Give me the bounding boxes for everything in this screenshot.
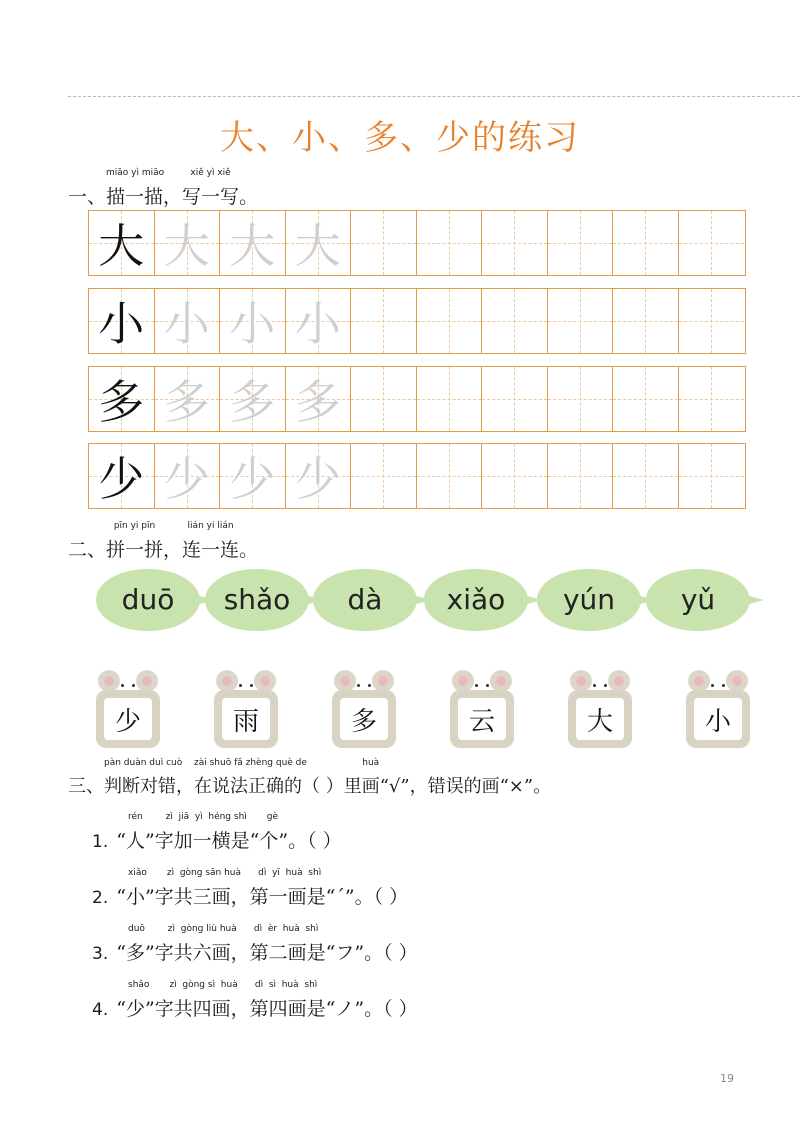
model-character-cell [89, 444, 155, 508]
question-pinyin: rén zì jiā yì héng shì gè [128, 812, 279, 822]
trace-character: 小 [229, 297, 276, 351]
character-frame [568, 690, 632, 748]
hanzi: 在说法正确的 [194, 776, 302, 797]
character-label: 小 [694, 698, 742, 740]
pinyin: pīn yi pīn [113, 521, 156, 531]
section3-text-1: （ ）里 [302, 776, 362, 797]
question-number: 1. [92, 832, 109, 852]
hanzi: 连一连 [182, 539, 240, 561]
trace-character-cell[interactable] [220, 289, 286, 353]
question-text: “多”字共六画，第二画是“フ” [116, 942, 365, 964]
pinyin-leaf[interactable] [537, 567, 655, 633]
question-text: “小”字共三画，第一画是“ˊ” [116, 886, 355, 908]
pinyin: xiě yì xiě [190, 168, 231, 178]
question-number: 3. [92, 944, 109, 964]
hanzi: 描一描 [106, 186, 164, 208]
mouse-face-icon [580, 676, 620, 696]
model-character-cell [89, 289, 155, 353]
pinyin-label: duō [121, 583, 175, 616]
section3-prefix: 三、 [68, 776, 104, 797]
pinyin: pàn duàn duì cuò [104, 758, 183, 768]
page-number: 19 [720, 1072, 734, 1085]
blank-writing-cell[interactable] [679, 367, 745, 431]
blank-writing-cell[interactable] [679, 444, 745, 508]
blank-writing-cell[interactable] [482, 444, 548, 508]
section2-prefix: 二、 [68, 539, 107, 561]
hanzi: 画 [361, 776, 380, 797]
grid-row [88, 443, 746, 509]
character-label: 大 [576, 698, 624, 740]
trace-character-cell[interactable] [286, 289, 352, 353]
section3-word-2 [194, 758, 307, 798]
trace-character: 少 [229, 452, 276, 506]
pinyin-leaf[interactable] [313, 567, 431, 633]
blank-writing-cell[interactable] [351, 444, 417, 508]
model-character-cell [89, 211, 155, 275]
blank-writing-cell[interactable] [417, 289, 483, 353]
section1-prefix: 一、 [68, 186, 107, 208]
question-text: “少”字共四画，第四画是“ノ” [116, 998, 365, 1020]
grid-row [88, 366, 746, 432]
judge-question [92, 868, 409, 909]
section1-heading [68, 168, 259, 209]
trace-character: 少 [294, 452, 341, 506]
judge-question [92, 924, 418, 965]
trace-character-cell[interactable] [155, 444, 221, 508]
character-label: 雨 [222, 698, 270, 740]
section3-word-1 [104, 758, 183, 798]
model-character: 少 [98, 452, 145, 506]
blank-writing-cell[interactable] [351, 367, 417, 431]
blank-writing-cell[interactable] [351, 289, 417, 353]
character-label: 云 [458, 698, 506, 740]
blank-writing-cell[interactable] [417, 211, 483, 275]
character-frame [686, 690, 750, 748]
model-character-cell [89, 367, 155, 431]
question-number: 2. [92, 888, 109, 908]
answer-paren[interactable]: 。（ ） [364, 998, 418, 1020]
blank-writing-cell[interactable] [351, 211, 417, 275]
pinyin-label: xiǎo [446, 583, 506, 616]
period: 。 [239, 186, 259, 208]
grid-row [88, 288, 746, 354]
blank-writing-cell[interactable] [548, 367, 614, 431]
grid-row [88, 210, 746, 276]
blank-writing-cell[interactable] [482, 211, 548, 275]
mouse-character-box[interactable] [212, 670, 280, 750]
period: 。 [239, 539, 259, 561]
question-pinyin: duō zì gòng liù huà dì èr huà shì [128, 924, 319, 934]
trace-character: 大 [294, 219, 341, 273]
trace-character-cell[interactable] [286, 444, 352, 508]
pinyin: lián yi lián [187, 521, 234, 531]
comma: ， [163, 186, 183, 208]
judge-question [92, 812, 342, 853]
character-frame [96, 690, 160, 748]
section3-heading: 三、 pàn duàn duì cuò 判断对错， zài shuō fǎ zhèng què de 在说法正确的（ ）里 huà 画“√”，错误的画“×”。 [68, 758, 552, 797]
trace-character-cell[interactable] [220, 367, 286, 431]
question-text: “人”字加一横是“个” [116, 830, 289, 852]
section1-word-2 [182, 168, 240, 209]
model-character: 小 [98, 297, 145, 351]
blank-writing-cell[interactable] [548, 289, 614, 353]
trace-character-cell[interactable] [220, 444, 286, 508]
pinyin-leaf[interactable] [646, 567, 764, 633]
blank-writing-cell[interactable] [679, 289, 745, 353]
hanzi: 判断对错 [104, 776, 176, 797]
blank-writing-cell[interactable] [548, 211, 614, 275]
mouse-character-box[interactable] [448, 670, 516, 750]
question-pinyin: xiǎo zì gòng sān huà dì yī huà shì [128, 868, 322, 878]
blank-writing-cell[interactable] [613, 444, 679, 508]
trace-character-cell[interactable] [155, 211, 221, 275]
answer-paren[interactable]: 。（ ） [364, 942, 418, 964]
top-dashed-rule [68, 96, 800, 97]
character-frame [332, 690, 396, 748]
trace-character: 少 [163, 452, 210, 506]
trace-character: 大 [163, 219, 210, 273]
pinyin-label: shǎo [223, 583, 291, 616]
blank-writing-cell[interactable] [482, 289, 548, 353]
trace-character: 多 [229, 375, 276, 429]
pinyin-leaf[interactable] [96, 567, 214, 633]
trace-character-cell[interactable] [155, 367, 221, 431]
character-label: 多 [340, 698, 388, 740]
mouse-face-icon [108, 676, 148, 696]
section2-heading [68, 521, 259, 562]
model-character: 多 [98, 375, 145, 429]
character-label: 少 [104, 698, 152, 740]
blank-writing-cell[interactable] [417, 367, 483, 431]
pinyin: zài shuō fǎ zhèng què de [194, 758, 307, 768]
mouse-character-box[interactable] [330, 670, 398, 750]
pinyin-leaf[interactable] [424, 567, 542, 633]
comma: ， [163, 539, 183, 561]
hanzi: 拼一拼 [106, 539, 164, 561]
blank-writing-cell[interactable] [613, 211, 679, 275]
pinyin: miāo yì miāo [106, 168, 165, 178]
section1-word-1 [106, 168, 165, 209]
blank-writing-cell[interactable] [482, 367, 548, 431]
mouse-face-icon [462, 676, 502, 696]
pinyin-leaf[interactable] [205, 567, 323, 633]
model-character: 大 [98, 219, 145, 273]
pinyin-label: yún [562, 583, 616, 616]
trace-character-cell[interactable] [220, 211, 286, 275]
trace-character-cell[interactable] [286, 367, 352, 431]
answer-paren[interactable]: 。（ ） [354, 886, 409, 908]
blank-writing-cell[interactable] [417, 444, 483, 508]
trace-character: 大 [229, 219, 276, 273]
mouse-face-icon [344, 676, 384, 696]
answer-paren[interactable]: 。（ ） [288, 830, 342, 852]
pinyin: huà [362, 758, 380, 768]
hanzi: 写一写 [182, 186, 240, 208]
pinyin-label: dà [347, 583, 383, 616]
mouse-face-icon [226, 676, 266, 696]
mouse-face-icon [698, 676, 738, 696]
trace-character: 多 [163, 375, 210, 429]
trace-character: 小 [294, 297, 341, 351]
pinyin-label: yǔ [680, 583, 716, 616]
section2-word-1 [106, 521, 164, 562]
mouse-character-box[interactable] [566, 670, 634, 750]
question-number: 4. [92, 1000, 109, 1020]
blank-writing-cell[interactable] [613, 367, 679, 431]
section3-text-2: “√”，错误的画“×”。 [379, 776, 552, 797]
section2-word-2 [182, 521, 240, 562]
trace-character: 多 [294, 375, 341, 429]
blank-writing-cell[interactable] [613, 289, 679, 353]
blank-writing-cell[interactable] [679, 211, 745, 275]
trace-character-cell[interactable] [155, 289, 221, 353]
character-frame [450, 690, 514, 748]
section3-word-3 [361, 758, 380, 798]
question-pinyin: shǎo zì gòng sì huà dì sì huà shì [128, 980, 318, 990]
character-frame [214, 690, 278, 748]
blank-writing-cell[interactable] [548, 444, 614, 508]
trace-character-cell[interactable] [286, 211, 352, 275]
page-title: 大、小、多、少的练习 [220, 118, 580, 158]
trace-character: 小 [163, 297, 210, 351]
judge-question [92, 980, 418, 1021]
mouse-character-box[interactable] [684, 670, 752, 750]
mouse-character-box[interactable] [94, 670, 162, 750]
